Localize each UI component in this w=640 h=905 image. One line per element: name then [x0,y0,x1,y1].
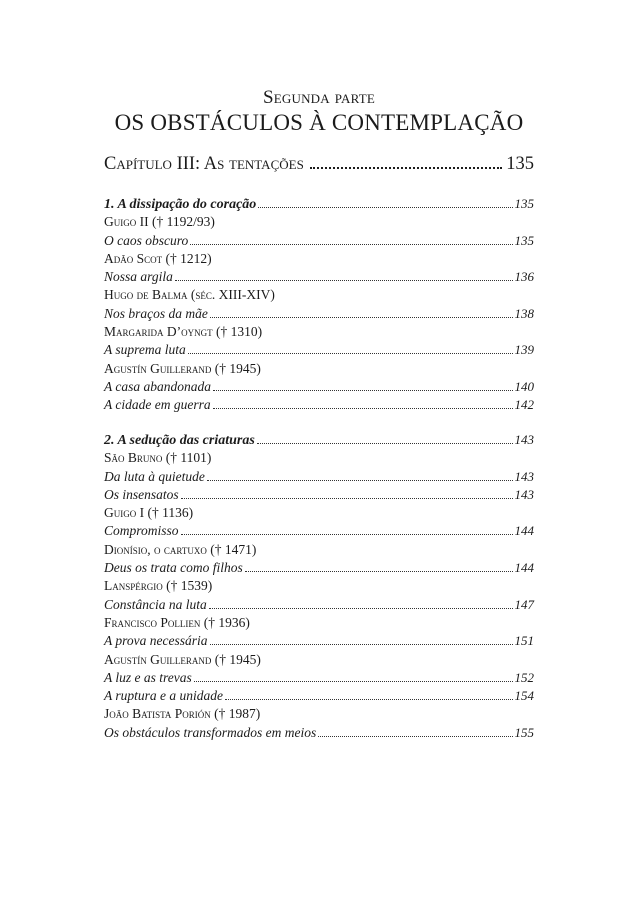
entry-title-text: A prova necessária [104,633,208,649]
entry-title [104,268,534,286]
page-number: 151 [514,633,534,649]
author-name-text: Lanspérgio († 1539) [104,578,213,594]
author-name [104,286,534,304]
author-name-text: Guigo I († 1136) [104,505,194,521]
author-name-text: São Bruno († 1101) [104,450,212,466]
page-number: 135 [514,196,534,211]
entry-title-text: Compromisso [104,523,179,539]
page-number: 136 [514,269,534,285]
entry-title-text: A suprema luta [104,342,186,358]
page-number: 154 [514,688,534,704]
author-name-text: Francisco Pollien († 1936) [104,614,250,630]
dot-leader [210,644,513,645]
dot-leader [225,699,513,700]
author-name-text: Agustín Guillerand († 1945) [104,360,261,376]
author-name [104,705,534,723]
entry-title-text: Constância na luta [104,596,207,612]
author-name [104,323,534,341]
section-heading [104,431,534,449]
page-number: 142 [514,397,534,413]
page-number: 143 [514,432,534,447]
entry-title [104,687,534,705]
page-number: 155 [514,724,534,740]
section-heading [104,195,534,213]
page-number: 140 [514,378,534,394]
toc-section-2 [104,431,534,742]
chapter-label: Capítulo III: As tentações [104,154,304,174]
toc-section-1 [104,195,534,415]
dot-leader [190,244,512,245]
section-heading-text: 2. A sedução das criaturas [104,433,255,448]
chapter-page-number: 135 [506,154,534,174]
dot-leader [181,498,513,499]
entry-title-text: A casa abandonada [104,378,211,394]
entry-title-text: Da luta à quietude [104,468,205,484]
entry-title-text: Os insensatos [104,486,179,502]
entry-title [104,486,534,504]
entry-title [104,305,534,323]
author-name [104,651,534,669]
dot-leader [188,353,513,354]
entry-title-text: A luz e as trevas [104,669,192,685]
author-name-text: João Batista Porión († 1987) [104,706,261,722]
dot-leader [207,480,513,481]
section-heading-text: 1. A dissipação do coração [104,197,257,212]
dot-leader [318,736,512,737]
dot-leader [213,408,513,409]
entry-title [104,232,534,250]
part-label: Segunda parte [263,87,375,108]
author-name-text: Margarida D’oyngt († 1310) [104,324,263,340]
author-name [104,614,534,632]
author-name [104,250,534,268]
author-name-text: Guigo II († 1192/93) [104,214,215,230]
author-name [104,541,534,559]
author-name-text: Agustín Guillerand († 1945) [104,651,261,667]
dot-leader [209,608,513,609]
dot-leader [257,443,513,444]
dot-leader [245,571,513,572]
author-name [104,504,534,522]
entry-title [104,522,534,540]
author-name [104,577,534,595]
entry-title-text: Nossa argila [104,269,173,285]
entry-title [104,724,534,742]
part-title: OS OBSTÁCULOS À CONTEMPLAÇÃO [114,110,524,135]
entry-title [104,468,534,486]
page-number: 152 [514,669,534,685]
entry-title [104,378,534,396]
entry-title-text: Os obstáculos transformados em meios [104,724,317,740]
author-name [104,449,534,467]
entry-title-text: A ruptura e a unidade [104,688,223,704]
entry-title-text: Nos braços da mãe [104,305,208,321]
chapter-heading [104,152,534,176]
entry-title [104,669,534,687]
entry-title [104,341,534,359]
dot-leader [175,280,513,281]
page-number: 135 [514,232,534,248]
dot-leader [310,167,502,169]
entry-title [104,559,534,577]
page-number: 143 [514,486,534,502]
page-number: 139 [514,342,534,358]
page-number: 138 [514,305,534,321]
entry-title-text: A cidade em guerra [104,397,211,413]
page-number: 143 [514,468,534,484]
dot-leader [258,207,512,208]
dot-leader [213,390,513,391]
author-name [104,213,534,231]
author-name [104,360,534,378]
entry-title [104,632,534,650]
dot-leader [181,534,513,535]
entry-title-text: Deus os trata como filhos [104,560,243,576]
entry-title [104,396,534,414]
author-name-text: Dionísio, o cartuxo († 1471) [104,541,257,557]
entry-title [104,596,534,614]
entry-title-text: O caos obscuro [104,232,189,248]
author-name-text: Adão Scot († 1212) [104,250,212,266]
author-name-text: Hugo de Balma (séc. XIII-XIV) [104,287,275,303]
dot-leader [210,317,513,318]
page-number: 144 [514,560,534,576]
dot-leader [194,681,513,682]
page-number: 144 [514,523,534,539]
page-number: 147 [514,596,534,612]
